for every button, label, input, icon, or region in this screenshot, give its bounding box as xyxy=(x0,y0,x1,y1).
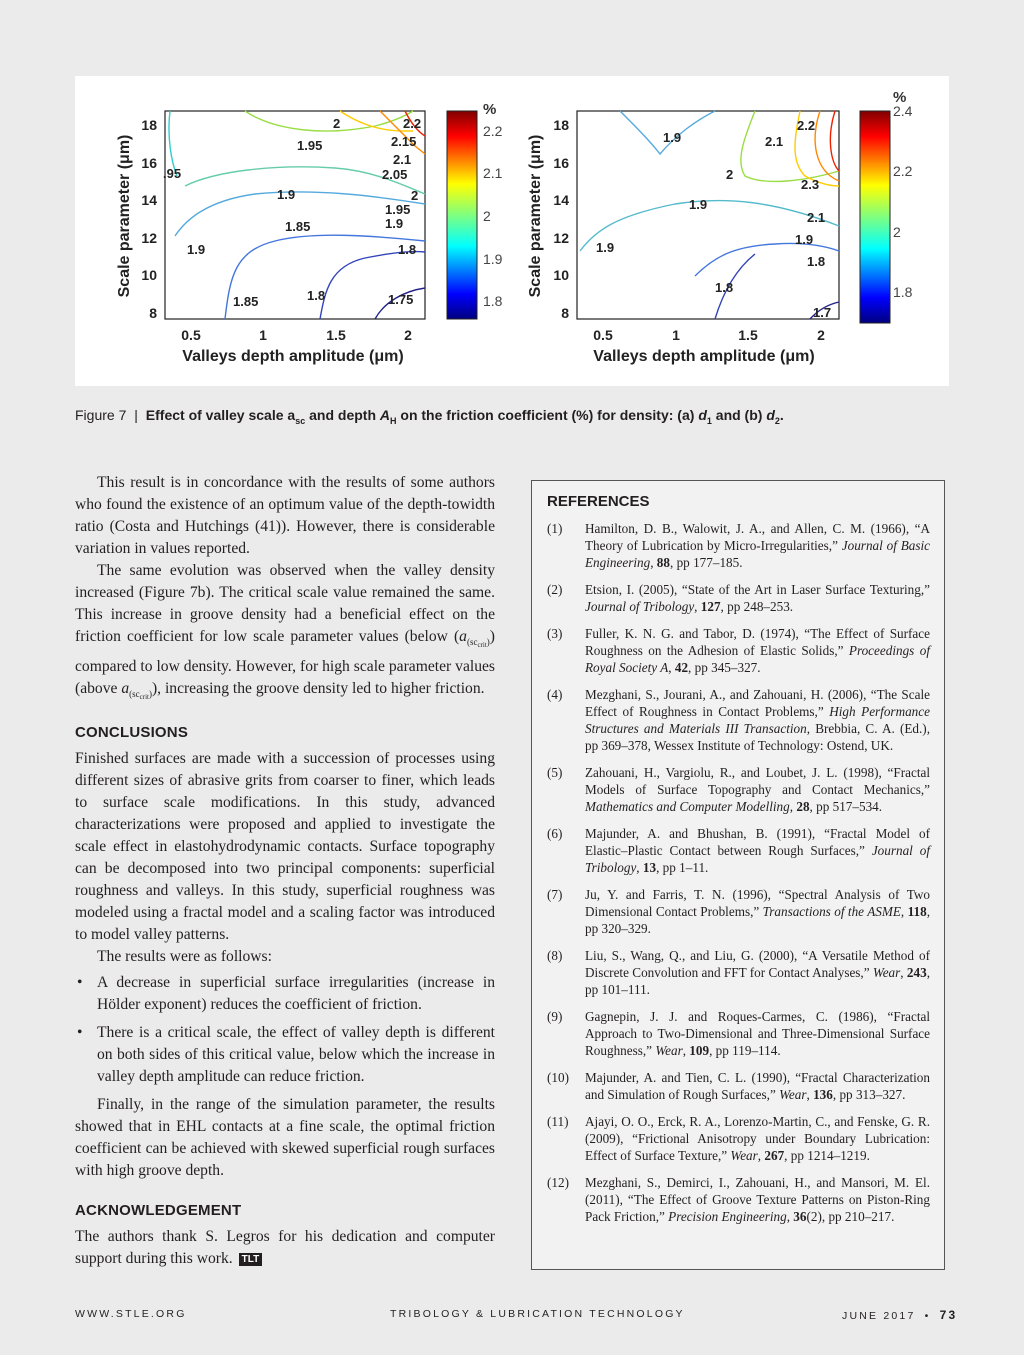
contour-label: 1.9 xyxy=(596,240,615,255)
list-item: • A decrease in superficial surface irregularities (increase in Hölder exponent) reduces the coefficient of friction. xyxy=(75,972,495,1016)
caption-part: Effect of valley scale a xyxy=(145,407,296,423)
ref-number: (8) xyxy=(547,948,563,963)
reference-item xyxy=(532,1008,944,1059)
colorbar-a-ticks xyxy=(483,123,503,309)
panel-b xyxy=(527,89,913,365)
ref-sep: , xyxy=(636,860,643,875)
reference-item xyxy=(532,1113,944,1164)
ref-journal: Journal of Basic Engineering xyxy=(585,538,930,570)
ref-pages: , Brebbia, C. A. (Ed.), pp 369–378, Wessex Institute of Technology: Ostend, UK. xyxy=(585,721,930,753)
paragraph xyxy=(75,560,495,708)
sub-part: (sc xyxy=(466,637,478,647)
results-list xyxy=(75,972,495,1088)
ref-sep: , xyxy=(900,904,908,919)
y-tick: 10 xyxy=(141,267,157,283)
contour-label: 1.8 xyxy=(398,242,417,257)
ref-pages: , pp 1214–1219. xyxy=(784,1148,870,1163)
references-list xyxy=(532,520,944,1225)
references-heading: REFERENCES xyxy=(547,493,650,510)
panel-a-xticks xyxy=(181,327,412,343)
x-tick: 2 xyxy=(817,327,825,343)
ref-pages: , pp 345–327. xyxy=(688,660,761,675)
contour-label: 1.95 xyxy=(297,138,323,153)
y-tick: 10 xyxy=(553,267,569,283)
ref-number: (2) xyxy=(547,582,563,597)
contour-label: 1.8 xyxy=(807,254,826,269)
y-tick: 16 xyxy=(141,155,157,171)
ref-pages: , pp 313–327. xyxy=(832,1087,906,1102)
colorbar-tick: 1.8 xyxy=(483,293,503,309)
ref-journal: Wear xyxy=(655,1043,683,1058)
contour-label: 2.2 xyxy=(403,116,422,131)
x-tick: 2 xyxy=(404,327,412,343)
text-run: ), increasing the groove density led to higher friction. xyxy=(151,680,485,697)
ref-number: (1) xyxy=(547,521,563,536)
contour-label: 1.9 xyxy=(277,187,296,202)
ref-sep: , xyxy=(682,1043,690,1058)
ref-authors-title: Ajayi, O. O., Erck, R. A., Lorenzo-Martin, C., and Fenske, G. R. (2009), “Frictional Anisotropy under Boundary Lubrication: Effect of Surface Texture,” xyxy=(585,1114,930,1163)
ref-number: (3) xyxy=(547,626,563,641)
caption-italic: A xyxy=(379,407,391,423)
text-run: The same evolution was observed when the valley density increased (Figure 7b). The critical scale value remained the same. This increase in groove density had a beneficial effect on the friction coefficient for low scale parameter values (below ( xyxy=(75,562,495,645)
figure-7-svg xyxy=(75,76,949,386)
ref-pages: , pp 119–114. xyxy=(709,1043,781,1058)
ref-volume: 109 xyxy=(689,1043,710,1058)
y-tick: 12 xyxy=(553,230,569,246)
colorbar-tick: 2.1 xyxy=(483,165,503,181)
ref-volume: 127 xyxy=(700,599,721,614)
colorbar-b xyxy=(860,111,890,323)
text-run: ) compared to low density. However, for high scale parameter values (above xyxy=(75,628,495,697)
caption-sub: 1 xyxy=(706,415,712,426)
ref-authors-title: Majunder, A. and Bhushan, B. (1991), “Fractal Model of Elastic–Plastic Contact between Rough Surfaces,” xyxy=(585,826,930,858)
contour-label: 1.9 xyxy=(187,242,206,257)
colorbar-tick: 1.8 xyxy=(893,284,913,300)
contour-label: 1.85 xyxy=(233,294,259,309)
ref-authors-title: Mezghani, S., Demirci, I., Zahouani, H., and Mansori, M. El. (2011), “The Effect of Groove Texture Patterns on Piston-Ring Pack Friction,” xyxy=(585,1175,930,1224)
ref-pages: , pp 248–253. xyxy=(720,599,794,614)
math-var: a xyxy=(459,628,467,645)
ref-sep: , xyxy=(694,599,701,614)
ref-volume: 28 xyxy=(796,799,810,814)
footer-journal: TRIBOLOGY & LUBRICATION TECHNOLOGY xyxy=(390,1308,685,1320)
subscript xyxy=(129,689,152,699)
caption-text xyxy=(145,407,784,426)
caption-separator: | xyxy=(134,407,138,423)
reference-item xyxy=(532,686,944,754)
page-number: 73 xyxy=(939,1308,958,1322)
caption-sub: sc xyxy=(295,415,306,426)
ref-sep: , xyxy=(757,1148,765,1163)
ref-journal: Wear xyxy=(730,1148,758,1163)
contour-label: 2.2 xyxy=(797,118,816,133)
contour-label: 2 xyxy=(726,167,734,182)
list-item: • There is a critical scale, the effect of valley depth is different on both sides of this critical value, below which the increase in valley depth amplitude can reduce friction. xyxy=(75,1022,495,1088)
ref-authors-title: Fuller, K. N. G. and Tabor, D. (1974), “The Effect of Surface Roughness on the Adhesion of Elastic Solids,” xyxy=(585,626,930,658)
ref-sep: , xyxy=(900,965,907,980)
references-box xyxy=(531,480,945,1270)
colorbar-tick: 2.2 xyxy=(483,123,503,139)
ref-authors-title: Liu, S., Wang, Q., and Liu, G. (2000), “A Versatile Method of Discrete Convolution and FFT for Contact Analyses,” xyxy=(585,948,930,980)
ref-authors-title: Ju, Y. and Farris, T. N. (1996), “Spectral Analysis of Two Dimensional Contact Problems,” xyxy=(585,887,930,919)
x-axis-label: Valleys depth amplitude (μm) xyxy=(593,348,815,365)
ref-volume: 243 xyxy=(906,965,927,980)
y-tick: 8 xyxy=(149,305,157,321)
caption-part: and (b) xyxy=(711,407,767,423)
contour-label: 2.1 xyxy=(393,152,412,167)
panel-b-yticks xyxy=(553,117,569,321)
sub-part: crit xyxy=(477,641,487,649)
caption-part: on the friction coefficient (%) for density: (a) xyxy=(396,407,699,423)
conclusions-heading: CONCLUSIONS xyxy=(75,724,189,741)
reference-item xyxy=(532,764,944,815)
contour-label: 2.1 xyxy=(765,134,784,149)
reference-item xyxy=(532,825,944,876)
contour-label: 1.75 xyxy=(388,292,414,307)
y-tick: 14 xyxy=(553,192,569,208)
paragraph: The results were as follows: xyxy=(97,948,272,965)
figure-7 xyxy=(75,76,949,386)
reference-item xyxy=(532,886,944,937)
ref-journal: High Performance Structures and Materials III Transaction xyxy=(585,704,930,736)
ref-journal: Wear xyxy=(779,1087,807,1102)
ref-number: (5) xyxy=(547,765,563,780)
contour-label: 1.8 xyxy=(307,288,326,303)
ref-volume: 36 xyxy=(793,1209,807,1224)
reference-item xyxy=(532,520,944,571)
colorbar-b-ticks xyxy=(893,103,913,300)
ref-journal: Proceedings of Royal Society A xyxy=(585,643,930,675)
ref-volume: 13 xyxy=(642,860,657,875)
x-axis-label: Valleys depth amplitude (μm) xyxy=(182,348,404,365)
tlt-logo: TLT xyxy=(239,1253,263,1266)
ref-journal: Wear xyxy=(872,965,901,980)
panel-b-axes xyxy=(577,111,839,319)
ref-pages: , pp 101–111. xyxy=(585,965,930,997)
ref-sep: , xyxy=(786,1209,794,1224)
ref-authors-title: Gagnepin, J. J. and Roques-Carmes, C. (1986), “Fractal Approach to Two-Dimensional and Three-Dimensional Surface Roughness,” xyxy=(585,1009,930,1058)
caption-italic: d xyxy=(766,407,775,423)
ref-pages: , pp 320–329. xyxy=(585,904,930,936)
colorbar-unit: % xyxy=(483,101,497,118)
sub-part: crit xyxy=(139,693,149,701)
ref-pages: (2), pp 210–217. xyxy=(806,1209,895,1224)
reference-item xyxy=(532,1174,944,1225)
ref-sep: , xyxy=(789,799,797,814)
ref-volume: 267 xyxy=(764,1148,785,1163)
colorbar-tick: 2 xyxy=(483,208,491,224)
contour-label: 2.1 xyxy=(807,210,826,225)
reference-item xyxy=(532,947,944,998)
ref-volume: 88 xyxy=(656,555,670,570)
ref-sep: , xyxy=(806,1087,814,1102)
ref-journal: Journal of Tribology xyxy=(585,599,695,614)
ref-number: (4) xyxy=(547,687,563,702)
ref-journal: Mathematics and Computer Modelling xyxy=(585,799,790,814)
colorbar-a xyxy=(447,111,477,319)
contour-label: 2.05 xyxy=(382,167,408,182)
y-axis-label: Scale parameter (μm) xyxy=(116,134,133,298)
colorbar-tick: 2 xyxy=(893,224,901,240)
panel-a xyxy=(116,101,503,365)
y-tick: 18 xyxy=(141,117,157,133)
y-axis-label: Scale parameter (μm) xyxy=(527,134,544,298)
contour-label: 1.7 xyxy=(813,305,832,320)
reference-item xyxy=(532,581,944,615)
y-tick: 16 xyxy=(553,155,569,171)
ref-authors-title: Etsion, I. (2005), “State of the Art in Laser Surface Texturing,” xyxy=(585,582,930,597)
contour-label: 2 xyxy=(411,188,419,203)
colorbar-tick: 2.4 xyxy=(893,103,913,119)
footer-website: WWW.STLE.ORG xyxy=(75,1308,187,1320)
paragraph xyxy=(75,1226,495,1270)
contour-label: 1.9 xyxy=(663,130,682,145)
ref-authors-title: Zahouani, H., Vargiolu, R., and Loubet, J. L. (1998), “Fractal Models of Surface Topography and Contact Mechanics,” xyxy=(585,765,930,797)
contour-label: .95 xyxy=(163,166,182,181)
colorbar-tick: 2.2 xyxy=(893,163,913,179)
footer-month: JUNE 2017 xyxy=(842,1310,916,1322)
ref-authors-title: Mezghani, S., Jourani, A., and Zahouani, H. (2006), “The Scale Effect of Roughness in Contact Problems,” xyxy=(585,687,930,719)
x-tick: 1 xyxy=(259,327,267,343)
contour-label: 1.9 xyxy=(795,232,814,247)
reference-item xyxy=(532,625,944,676)
contour-label: 1.85 xyxy=(285,219,311,234)
figure-caption xyxy=(75,407,949,426)
y-tick: 14 xyxy=(141,192,157,208)
body-column xyxy=(75,472,495,1270)
x-tick: 0.5 xyxy=(181,327,201,343)
x-tick: 0.5 xyxy=(593,327,613,343)
ref-number: (9) xyxy=(547,1009,563,1024)
contour-label: 2.15 xyxy=(391,134,417,149)
ref-journal: Transactions of the ASME xyxy=(762,904,901,919)
contour-label: 1.8 xyxy=(715,280,734,295)
contour-label: 2 xyxy=(333,116,341,131)
ref-number: (6) xyxy=(547,826,563,841)
ref-number: (7) xyxy=(547,887,563,902)
footer-date xyxy=(842,1308,957,1322)
ref-number: (10) xyxy=(547,1070,569,1085)
caption-italic: d xyxy=(698,407,707,423)
ref-journal: Journal of Tribology xyxy=(585,843,930,875)
x-tick: 1 xyxy=(672,327,680,343)
panel-a-yticks xyxy=(141,117,157,321)
caption-label: Figure 7 xyxy=(75,407,127,423)
ref-pages: , pp 517–534. xyxy=(809,799,883,814)
caption-sub: 2 xyxy=(774,415,780,426)
ref-pages: , pp 1–11. xyxy=(656,860,709,875)
contour-label: 2.3 xyxy=(801,177,820,192)
ref-journal: Precision Engineering xyxy=(668,1209,787,1224)
ref-sep: , xyxy=(668,660,675,675)
y-tick: 8 xyxy=(561,305,569,321)
x-tick: 1.5 xyxy=(326,327,346,343)
caption-part: and depth xyxy=(305,407,380,423)
colorbar-tick: 1.9 xyxy=(483,251,503,267)
reference-item xyxy=(532,1069,944,1103)
math-var: a xyxy=(121,680,130,697)
ref-volume: 136 xyxy=(813,1087,833,1102)
y-tick: 12 xyxy=(141,230,157,246)
sub-part: (sc xyxy=(129,689,140,699)
ref-number: (11) xyxy=(547,1114,569,1129)
ref-volume: 42 xyxy=(674,660,689,675)
paragraph: Finally, in the range of the simulation parameter, the results showed that in EHL contacts at a fine scale, the optimal friction coefficient can be achieved with skewed superficial rough surfaces with high groove depth. xyxy=(75,1096,495,1179)
subscript xyxy=(467,637,490,647)
caption-part: . xyxy=(779,407,784,423)
ref-authors-title: Hamilton, D. B., Walowit, J. A., and Allen, C. M. (1966), “A Theory of Lubrication by Micro-Irregularities,” xyxy=(585,521,930,553)
ref-authors-title: Majunder, A. and Tien, C. L. (1990), “Fractal Characterization and Simulation of Rough Surfaces,” xyxy=(585,1070,930,1102)
text-run: The authors thank S. Legros for his dedication and computer support during this work. xyxy=(75,1228,495,1267)
footer-dot: • xyxy=(924,1310,931,1322)
ref-number: (12) xyxy=(547,1175,569,1190)
panel-b-xticks xyxy=(593,327,825,343)
ref-pages: , pp 177–185. xyxy=(669,555,743,570)
colorbar-unit: % xyxy=(893,89,907,106)
x-tick: 1.5 xyxy=(738,327,758,343)
contour-label: 1.95 xyxy=(385,202,411,217)
caption-sub: H xyxy=(390,415,397,426)
contour-label: 1.9 xyxy=(689,197,708,212)
ref-volume: 118 xyxy=(907,904,927,919)
paragraph: Finished surfaces are made with a succession of processes using different sizes of abrasive grits from coarser to finer, which leads to surface scale modifications. In this study, advanced characterizations were proposed and applied to investigate the scale effect in elastohydrodynamic contacts. Surface topography can be decomposed into two principal components: superficial roughness and valleys. In this study, superficial roughness was modeled using a fractal model and a scaling factor was introduced to model valley patterns. xyxy=(75,750,495,943)
ref-sep: , xyxy=(650,555,657,570)
y-tick: 18 xyxy=(553,117,569,133)
acknowledgement-heading: ACKNOWLEDGEMENT xyxy=(75,1202,242,1219)
paragraph: This result is in concordance with the results of some authors who found the existence of an optimum value of the depth-towidth ratio (Costa and Hutchings (41)). However, there is considerable variation in values reported. xyxy=(75,474,495,557)
sub-part: ) xyxy=(148,689,152,699)
sub-part: ) xyxy=(486,637,490,647)
contour-label: 1.9 xyxy=(385,216,404,231)
